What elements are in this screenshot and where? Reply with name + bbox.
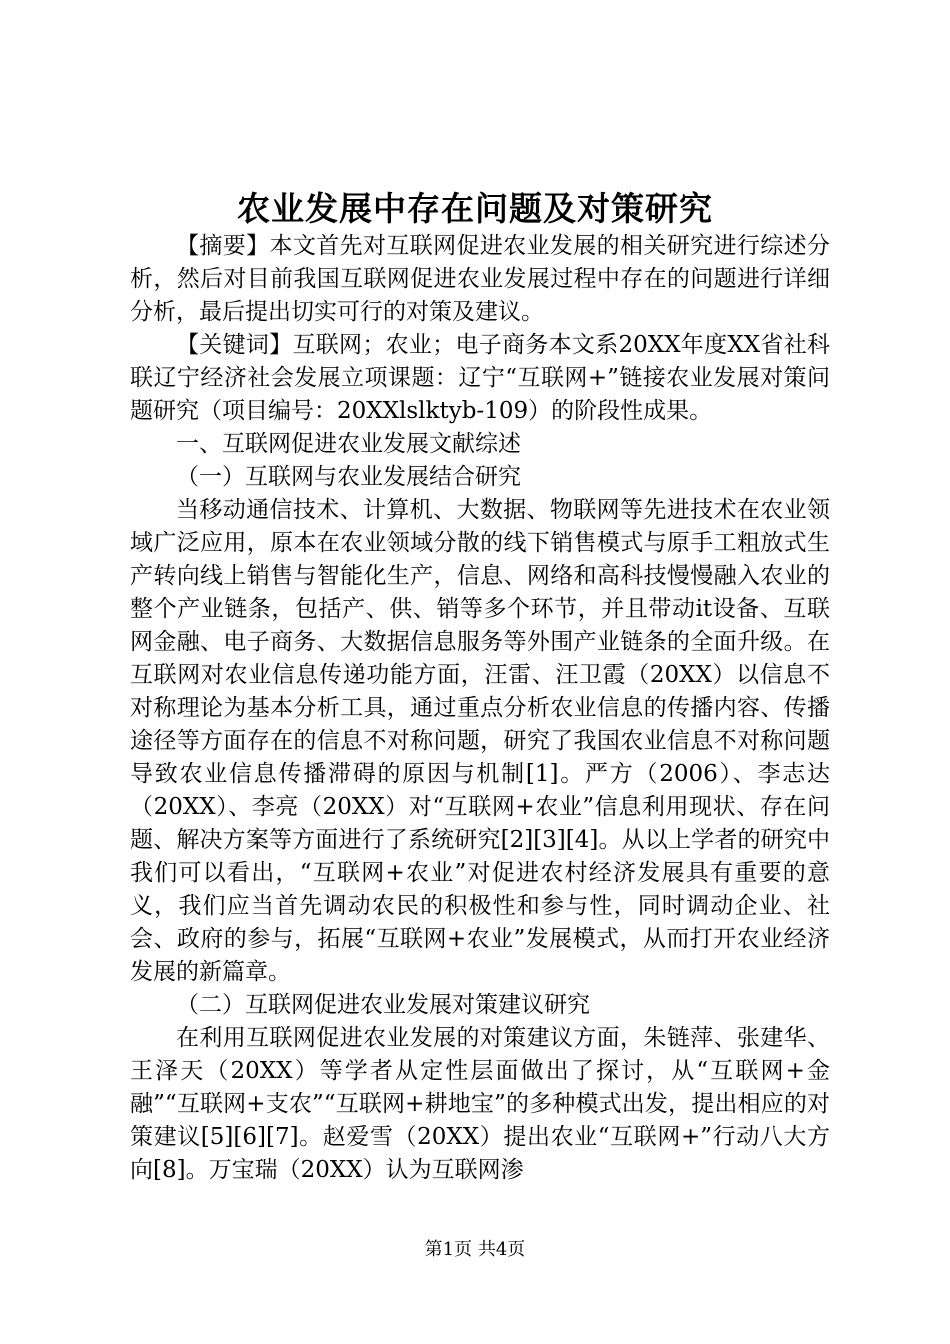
keywords-paragraph: 【关键词】互联网；农业；电子商务本文系20XX年度XX省社科联辽宁经济社会发展立项课题：辽宁“互联网+”链接农业发展对策问题研究（项目编号：20XXlslktyb-109）的阶段性成果。 bbox=[130, 332, 830, 424]
page-footer: 第1页 共4页 bbox=[424, 1239, 526, 1260]
abstract-paragraph: 【摘要】本文首先对互联网促进农业发展的相关研究进行综述分析，然后对目前我国互联网促进农业发展过程中存在的问题进行详细分析，最后提出切实可行的对策及建议。 bbox=[130, 233, 830, 325]
document-title: 农业发展中存在问题及对策研究 bbox=[237, 189, 713, 228]
section-heading: 一、互联网促进农业发展文献综述 bbox=[176, 431, 521, 457]
document-body bbox=[130, 230, 830, 1187]
body-paragraph: 在利用互联网促进农业发展的对策建议方面，朱链萍、张建华、王泽天（20XX）等学者从定性层面做出了探讨，从“互联网+金融”“互联网+支农”“互联网+耕地宝”的多种模式出发，提出相应的对策建议[5][6][7]。赵爱雪（20XX）提出农业“互联网+”行动八大方向[8]。万宝瑞（20XX）认为互联网渗 bbox=[130, 1025, 830, 1183]
body-paragraph: 当移动通信技术、计算机、大数据、物联网等先进技术在农业领域广泛应用，原本在农业领域分散的线下销售模式与原手工粗放式生产转向线上销售与智能化生产，信息、网络和高科技慢慢融入农业的整个产业链条，包括产、供、销等多个环节，并且带动it设备、互联网金融、电子商务、大数据信息服务等外围产业链条的全面升级。在互联网对农业信息传递功能方面，汪雷、汪卫霞（20XX）以信息不对称理论为基本分析工具，通过重点分析农业信息的传播内容、传播途径等方面存在的信息不对称问题，研究了我国农业信息不对称问题导致农业信息传播滞碍的原因与机制[1]。严方（2006）、李志达（20XX）、李亮（20XX）对“互联网+农业”信息利用现状、存在问题、解决方案等方面进行了系统研究[2][3][4]。从以上学者的研究中我们可以看出，“互联网+农业”对促进农村经济发展具有重要的意义，我们应当首先调动农民的积极性和参与性，同时调动企业、社会、政府的参与，拓展“互联网+农业”发展模式，从而打开农业经济发展的新篇章。 bbox=[130, 497, 830, 985]
subsection-heading: （一）互联网与农业发展结合研究 bbox=[176, 464, 521, 490]
subsection-heading: （二）互联网促进农业发展对策建议研究 bbox=[176, 992, 590, 1018]
